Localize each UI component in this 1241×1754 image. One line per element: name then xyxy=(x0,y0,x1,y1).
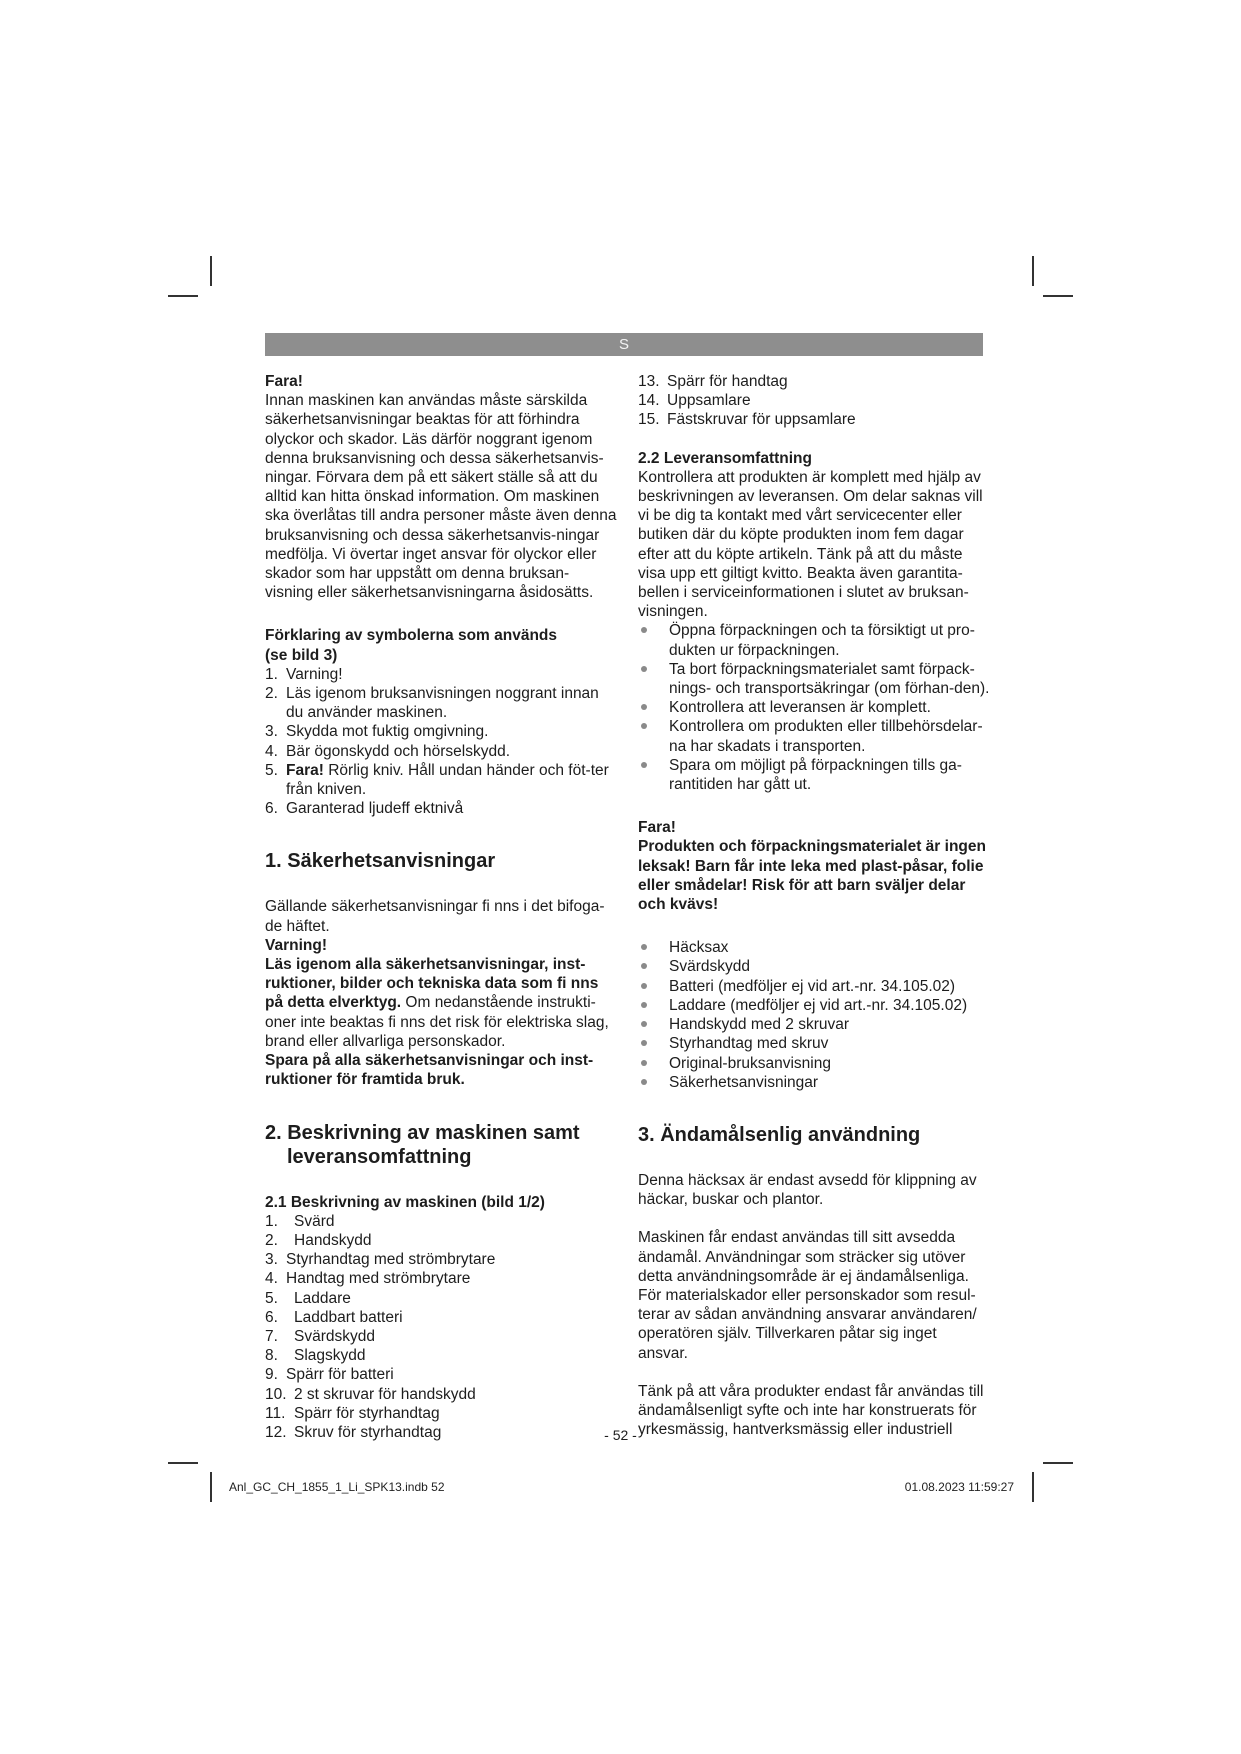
left-column xyxy=(265,372,617,1442)
bullet-icon xyxy=(641,627,647,633)
list-item-number: 13. xyxy=(638,373,660,390)
list-item xyxy=(638,410,990,429)
list-item-text: Laddare xyxy=(294,1289,351,1307)
list-item-number: 5. xyxy=(265,1289,278,1307)
list-item xyxy=(638,372,990,391)
symbols-list xyxy=(265,665,617,819)
list-item xyxy=(265,1308,617,1327)
list-item-text: Garanterad ljudeff ektnivå xyxy=(286,800,464,818)
list-item-number: 10. xyxy=(265,1385,287,1403)
section-letter: S xyxy=(618,336,629,353)
list-item xyxy=(265,1346,617,1365)
delivery-title: 2.2 Leveransomfattning xyxy=(638,449,812,467)
list-item-text: Laddbart batteri xyxy=(294,1308,403,1326)
list-item xyxy=(265,1269,617,1288)
intended-use-paragraph-2: Maskinen får endast användas till sitt avsedda ändamål. Användningar som sträcker sig utöver detta användningsområde är ej ändamålsenliga. För materialskador eller personskador som resul-terar av sådan användning ansvarar användaren/ operatören själv. Tillverkaren påtar sig inget ansvar. xyxy=(638,1229,977,1362)
description-heading-line1: 2. Beskrivning av maskinen samt xyxy=(265,1121,580,1144)
list-item-text: Styrhandtag med strömbrytare xyxy=(286,1251,496,1269)
list-item-text: Bär ögonskydd och hörselskydd. xyxy=(286,742,511,760)
description-heading-line2: leveransomfattning xyxy=(287,1145,472,1168)
list-item xyxy=(265,722,617,741)
list-item-text: Svärdskydd xyxy=(294,1327,375,1345)
list-item xyxy=(265,1327,617,1346)
warning-title: Varning! xyxy=(265,936,328,954)
bullet-text: Handskydd med 2 skruvar xyxy=(669,1016,850,1034)
list-item-number: 11. xyxy=(265,1404,286,1422)
list-item-text: Svärd xyxy=(294,1212,335,1230)
bullet-icon xyxy=(641,944,647,950)
list-item-number: 6. xyxy=(265,1308,278,1326)
bullet-text: Spara om möjligt på förpackningen tills ga-rantitiden har gått ut. xyxy=(669,756,962,794)
timestamp-slug: 01.08.2023 11:59:27 xyxy=(904,1480,1014,1494)
symbols-title: Förklaring av symbolerna som används xyxy=(265,627,558,645)
crop-mark xyxy=(210,1472,212,1502)
description-subheading: 2.1 Beskrivning av maskinen (bild 1/2) xyxy=(265,1193,545,1211)
list-item-number: 15. xyxy=(638,411,660,429)
danger-text: Innan maskinen kan användas måste särskilda säkerhetsanvisningar beaktas för att förhindra olyckor och skador. Läs därför noggrant igenom denna bruksanvisning och dessa säkerhetsanvis-ningar. Förvara dem på ett säkert ställe så att du alltid kan hitta önskad information. Om maskinen ska överlåtas till andra personer måste även denna bruksanvisning och dessa säkerhetsanvis-ningar medfölja. Vi övertar inget ansvar för olyckor eller skador som har uppstått om denna bruksan-visning eller säkerhetsanvisningarna åsidosätts. xyxy=(265,392,617,602)
language-section-bar xyxy=(265,333,983,356)
bullet-icon xyxy=(641,1079,647,1085)
bullet-item xyxy=(638,938,990,957)
list-item-number: 3. xyxy=(265,723,278,741)
list-item xyxy=(265,742,617,761)
list-item xyxy=(265,1365,617,1384)
list-item xyxy=(265,1231,617,1250)
bullet-item xyxy=(638,717,990,755)
bullet-item xyxy=(638,756,990,794)
bullet-text: Original-bruksanvisning xyxy=(669,1054,831,1072)
danger2-title: Fara! xyxy=(638,819,676,837)
list-item-number: 7. xyxy=(265,1327,278,1345)
page-number: - 52 - xyxy=(604,1427,637,1443)
bullet-item xyxy=(638,1054,990,1073)
list-item-number: 4. xyxy=(265,742,278,760)
bullet-icon xyxy=(641,762,647,768)
list-item-text: Uppsamlare xyxy=(667,392,751,410)
bullet-text: Kontrollera om produkten eller tillbehörsdelar-na har skadats i transporten. xyxy=(669,718,983,755)
list-item-number: 3. xyxy=(265,1251,278,1269)
list-item xyxy=(265,665,617,684)
bullet-text: Styrhandtag med skruv xyxy=(669,1035,829,1053)
list-item-text: Fästskruvar för uppsamlare xyxy=(667,411,856,429)
bullet-item xyxy=(638,698,990,717)
bullet-text: Kontrollera att leveransen är komplett. xyxy=(669,699,931,717)
bullet-text: Häcksax xyxy=(669,939,729,957)
bullet-item xyxy=(638,660,990,698)
bullet-icon xyxy=(641,723,647,729)
list-item xyxy=(265,684,617,722)
list-item-number: 6. xyxy=(265,800,278,818)
list-item-text: Rörlig kniv. Håll undan händer och föt-ter från kniven. xyxy=(286,761,609,799)
bullet-item xyxy=(638,957,990,976)
bullet-icon xyxy=(641,666,647,672)
right-column xyxy=(638,372,990,1439)
list-item-bold: Fara! xyxy=(286,761,324,779)
bullet-icon xyxy=(641,1040,647,1046)
danger-title: Fara! xyxy=(265,373,303,390)
list-item-number: 9. xyxy=(265,1366,278,1384)
warning-bold-text: Läs igenom alla säkerhetsanvisningar, inst-ruktioner, bilder och tekniska data som fi nns på detta elverktyg. xyxy=(265,956,599,1012)
bullet-icon xyxy=(641,1021,647,1027)
list-item-number: 1. xyxy=(265,1212,278,1230)
crop-mark xyxy=(1043,1462,1073,1464)
list-item-number: 14. xyxy=(638,392,660,410)
symbols-title-ref: (se bild 3) xyxy=(265,646,338,664)
list-item-number: 1. xyxy=(265,665,278,683)
crop-mark xyxy=(1032,1472,1034,1502)
bullet-icon xyxy=(641,704,647,710)
list-item-text: Skydda mot fuktig omgivning. xyxy=(286,723,489,741)
bullet-text: Svärdskydd xyxy=(669,958,750,976)
list-item-text: Spärr för handtag xyxy=(667,373,788,390)
bullet-icon xyxy=(641,963,647,969)
list-item-text: 2 st skruvar för handskydd xyxy=(294,1385,476,1403)
bullet-text: Öppna förpackningen och ta försiktigt ut pro-dukten ur förpackningen. xyxy=(669,622,975,659)
safety-intro: Gällande säkerhetsanvisningar fi nns i det bifoga-de häftet. xyxy=(265,898,605,935)
warning-text: Om nedanstående instrukti-oner inte beaktas fi nns det risk för elektriska slag, brand eller allvarliga personskador. xyxy=(265,994,609,1050)
danger2-text: Produkten och förpackningsmaterialet är ingen leksak! Barn får inte leka med plast-påsar, folie eller smådelar! Risk för att barn sväljer delar och kvävs! xyxy=(638,838,986,914)
crop-mark xyxy=(1032,256,1034,286)
delivery-steps-list xyxy=(638,621,990,794)
bullet-icon xyxy=(641,1060,647,1066)
intended-use-paragraph-1: Denna häcksax är endast avsedd för klippning av häckar, buskar och plantor. xyxy=(638,1171,977,1209)
crop-mark xyxy=(168,295,198,297)
list-item-text: Skruv för styrhandtag xyxy=(294,1423,442,1441)
bullet-item xyxy=(638,996,990,1015)
list-item xyxy=(265,1385,617,1404)
bullet-text: Laddare (medföljer ej vid art.-nr. 34.105.02) xyxy=(669,996,968,1014)
crop-mark xyxy=(168,1462,198,1464)
list-item-number: 12. xyxy=(265,1423,287,1441)
list-item-text: Slagskydd xyxy=(294,1347,366,1365)
bullet-text: Säkerhetsanvisningar xyxy=(669,1073,819,1091)
bullet-item xyxy=(638,621,990,659)
list-item-number: 2. xyxy=(265,685,278,703)
list-item xyxy=(265,799,617,818)
bullet-item xyxy=(638,1015,990,1034)
intended-use-paragraph-3: Tänk på att våra produkter endast får användas till ändamålsenligt syfte och inte har konstruerats för yrkesmässig, hantverksmässig eller industriell xyxy=(638,1382,984,1439)
bullet-text: Batteri (medföljer ej vid art.-nr. 34.105.02) xyxy=(669,977,956,995)
bullet-item xyxy=(638,1073,990,1092)
list-item xyxy=(265,1289,617,1308)
list-item xyxy=(265,1250,617,1269)
contents-list xyxy=(638,938,990,1092)
intended-use-heading: 3. Ändamålsenlig användning xyxy=(638,1123,921,1146)
list-item-text: Varning! xyxy=(286,665,343,683)
delivery-text: Kontrollera att produkten är komplett med hjälp av beskrivningen av leveransen. Om delar saknas vill vi be dig ta kontakt med vårt servicecenter eller butiken där du köpte produkten inom fem dagar efter att du köpte artikeln. Tänk på att du måste visa upp ett giltigt kvitto. Beakta även garantita-bellen i serviceinformationen i slutet av bruksan-visningen. xyxy=(638,468,983,621)
list-item-text: Handtag med strömbrytare xyxy=(286,1270,471,1288)
list-item-number: 2. xyxy=(265,1231,278,1249)
bullet-icon xyxy=(641,1002,647,1008)
bullet-text: Ta bort förpackningsmaterialet samt förpack-nings- och transportsäkringar (om förhan-den). xyxy=(669,660,990,698)
keep-instructions-text: Spara på alla säkerhetsanvisningar och inst-ruktioner för framtida bruk. xyxy=(265,1052,594,1089)
warning-paragraph xyxy=(265,955,617,1051)
list-item xyxy=(265,1404,617,1423)
list-item xyxy=(638,391,990,410)
list-item xyxy=(265,1212,617,1231)
list-item-text: Handskydd xyxy=(294,1231,372,1249)
parts-list xyxy=(265,1212,617,1442)
file-name-slug: Anl_GC_CH_1855_1_Li_SPK13.indb 52 xyxy=(229,1480,445,1494)
description-heading xyxy=(265,1121,617,1169)
list-item-text: Läs igenom bruksanvisningen noggrant innan du använder maskinen. xyxy=(286,685,599,722)
list-item-text: Spärr för styrhandtag xyxy=(294,1404,440,1422)
list-item xyxy=(265,761,617,799)
bullet-item xyxy=(638,1034,990,1053)
crop-mark xyxy=(210,256,212,286)
bullet-item xyxy=(638,977,990,996)
parts-list-continued xyxy=(638,372,990,430)
safety-heading: 1. Säkerhetsanvisningar xyxy=(265,850,496,873)
crop-mark xyxy=(1043,295,1073,297)
bullet-icon xyxy=(641,983,647,989)
list-item-number: 5. xyxy=(265,761,278,779)
list-item-number: 8. xyxy=(265,1347,278,1365)
list-item-number: 4. xyxy=(265,1270,278,1288)
list-item-text: Spärr för batteri xyxy=(286,1366,394,1384)
